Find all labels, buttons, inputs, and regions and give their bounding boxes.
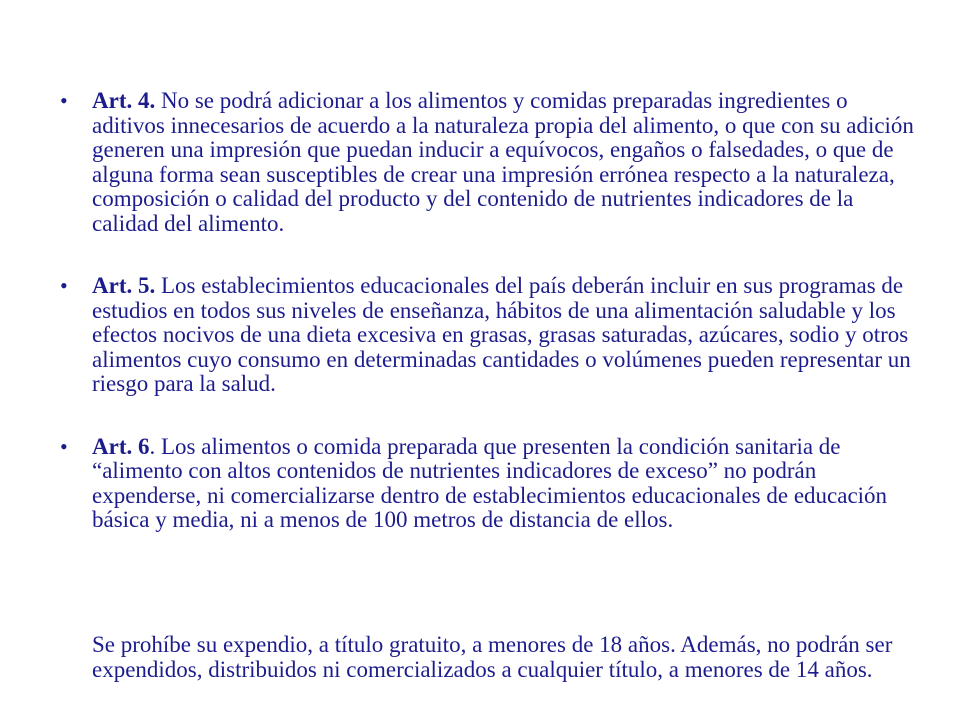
article-text: Los establecimientos educacionales del país deberán incluir en sus programas de estudios en todos sus niveles de enseñanza, hábitos de una alimentación saludable y los efectos nocivos de una dieta excesiva en grasas, grasas saturadas, azúcares, sodio y otros alimentos cuyo consumo en determinadas cantidades o volúmenes pueden representar un riesgo para la salud. <box>92 273 911 396</box>
bullet: • <box>60 433 68 459</box>
article-list <box>58 89 918 543</box>
article-4 <box>58 89 918 236</box>
article-label: Art. 4. <box>92 88 156 113</box>
continuation-rest: podrán ser expendidos, distribuidos ni comercializados a cualquier título, a menores de 14 años. <box>92 632 893 682</box>
continuation-paragraph <box>92 633 922 682</box>
continuation-first-line: Se prohíbe su expendio, a título gratuito, a menores de 18 años. Además, no <box>92 632 791 657</box>
article-label: Art. 5. <box>92 273 156 298</box>
article-text: No se podrá adicionar a los alimentos y comidas preparadas ingredientes o aditivos innecesarios de acuerdo a la naturaleza propia del alimento, o que con su adición generen una impresión que puedan inducir a equívocos, engaños o falsedades, o que de alguna forma sean susceptibles de crear una impresión errónea respecto a la naturaleza, composición o calidad del producto y del contenido de nutrientes indicadores de la calidad del alimento. <box>92 88 914 236</box>
bullet: • <box>60 88 68 113</box>
article-text: . Los alimentos o comida preparada que presenten la condición sanitaria de “alimento con altos contenidos de nutrientes indicadores de exceso” no podrán expenderse, ni comercializarse dentro de establecimientos educacionales de educación básica y media, ni a menos de 100 metros de distancia de ellos. <box>92 433 888 532</box>
article-5 <box>58 274 918 397</box>
article-label: Art. 6 <box>92 433 150 459</box>
bullet: • <box>60 273 68 298</box>
article-6 <box>58 435 918 533</box>
